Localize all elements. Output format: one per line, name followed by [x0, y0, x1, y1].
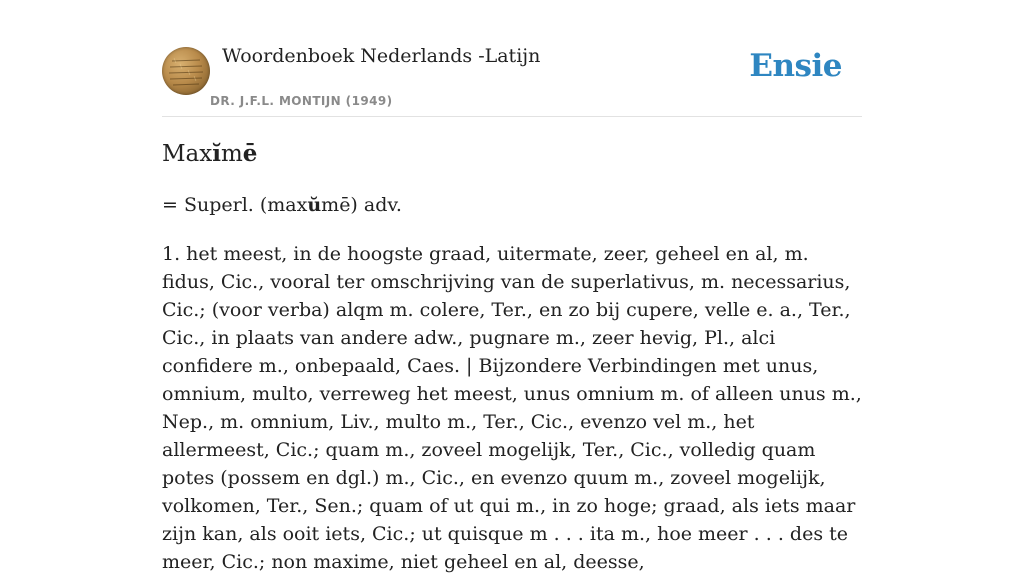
- headword-bold-1: ĭ: [212, 140, 221, 167]
- page-header: [162, 0, 862, 117]
- entry-definition: 1. het meest, in de hoogste graad, uitermate, zeer, geheel en al, m. fidus, Cic., vooral ter omschrijving van de superlativus, m. necessarius, Cic.; (voor verba) alqm m. colere, Ter., en zo bij cupere, velle e. a., Ter., Cic., in plaats van andere adw., pugnare m., zeer hevig, Pl., alci confidere m., onbepaald, Caes. | Bijzondere Verbindingen met unus, omnium, multo, verreweg het meest, unus omnium m. of alleen unus m., Nep., m. omnium, Liv., multo m., Ter., Cic., evenzo vel m., het allermeest, Cic.; quam m., zoveel mogelijk, Ter., Cic., volledig quam potes (possem en dgl.) m., Cic., en evenzo quum m., zoveel mogelijk, volkomen, Ter., Sen.; quam of ut qui m., in zo hoge; graad, als iets maar zijn kan, als ooit iets, Cic.; ut quisque m . . . ita m., hoe meer . . . des te meer, Cic.; non maxime, niet geheel en al, deesse,: [162, 243, 862, 573]
- brand-logo[interactable]: Ensie: [749, 48, 842, 84]
- entry-grammar: [162, 194, 402, 216]
- grammar-part-2: mē) adv.: [321, 194, 402, 216]
- dictionary-page: [162, 0, 862, 573]
- headword-part-2: m: [220, 141, 243, 167]
- dictionary-title[interactable]: Woordenboek Nederlands -Latijn: [222, 45, 541, 67]
- entry-headword: [162, 140, 257, 167]
- headword-part-1: Max: [162, 141, 213, 167]
- grammar-part-1: = Superl. (max: [162, 194, 308, 216]
- grammar-bold: ŭ: [307, 194, 322, 216]
- headword-bold-2: ē: [242, 140, 258, 167]
- dictionary-author: DR. J.F.L. MONTIJN (1949): [210, 94, 393, 108]
- bronze-tablet-icon[interactable]: [162, 47, 210, 95]
